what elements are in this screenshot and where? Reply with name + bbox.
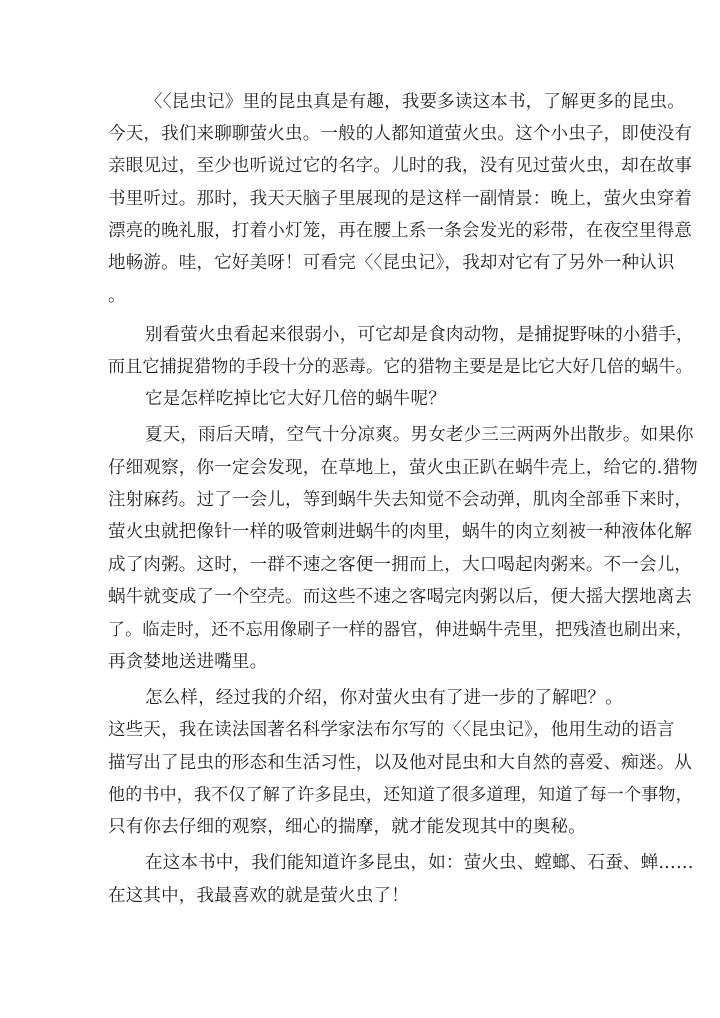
text-line-25: 在这其中，我最喜欢的就是萤火虫了！ [108,886,409,906]
text-line-8: 别看萤火虫看起来很弱小，可它却是食肉动物，是捕捉野味的小猎手， [145,325,694,345]
text-line-20: 这些天，我在读法国著名科学家法布尔写的〈〈昆虫记》，他用生动的语言 [108,720,675,740]
text-line-16: 蜗牛就变成了一个空壳。而这些不速之客喝完肉粥以后，便大摇大摆地离去 [108,587,693,607]
text-line-19: 怎么样，经过我的介绍，你对萤火虫有了进一步的了解吧？。 [145,688,623,708]
text-line-1: 〈〈昆虫记》里的昆虫真是有趣，我要多读这本书，了解更多的昆虫。 [145,92,685,112]
text-line-4: 书里听过。那时，我天天脑子里展现的是这样一副情景：晚上，萤火虫穿着 [108,189,693,209]
text-line-12: 仔细观察，你一定会发现，在草地上，萤火虫正趴在蜗牛壳上，给它的.猎物 [108,458,698,478]
text-line-7: 。 [108,286,126,306]
text-line-17: 了。临走时，还不忘用像刷子一样的器官，伸进蜗牛壳里，把残渣也刷出来， [108,620,693,640]
text-line-14: 萤火虫就把像针一样的吸管刺进蜗牛的肉里，蜗牛的肉立刻被一种液体化解 [108,522,693,542]
text-line-24: 在这本书中，我们能知道许多昆虫，如：萤火虫、螳螂、石蚕、蝉…… [145,853,694,873]
text-line-10: 它是怎样吃掉比它大好几倍的蜗牛呢？ [145,389,446,409]
text-line-3: 亲眼见过，至少也听说过它的名字。儿时的我，没有见过萤火虫，却在故事 [108,156,693,176]
text-line-21: 描写出了昆虫的形态和生活习性，以及他对昆虫和大自然的喜爱、痴迷。从 [108,753,693,773]
text-line-5: 漂亮的晚礼服，打着小灯笼，再在腰上系一条会发光的彩带，在夜空里得意 [108,221,693,241]
text-line-13: 注射麻药。过了一会儿，等到蜗牛失去知觉不会动弹，肌肉全部垂下来时， [108,490,693,510]
text-line-2: 今天，我们来聊聊萤火虫。一般的人都知道萤火虫。这个小虫子，即使没有 [108,124,693,144]
text-line-18: 再贪婪地送进嘴里。 [108,652,268,672]
text-line-23: 只有你去仔细的观察，细心的揣摩，就才能发现其中的奥秘。 [108,817,586,837]
text-line-11: 夏天，雨后天晴，空气十分凉爽。男女老少三三两两外出散步。如果你 [145,425,694,445]
text-line-15: 成了肉粥。这时，一群不速之客便一拥而上，大口喝起肉粥来。不一会儿， [108,555,693,575]
text-line-22: 他的书中，我不仅了解了许多昆虫，还知道了很多道理，知道了每一个事物， [108,785,693,805]
text-line-9: 而且它捕捉猎物的手段十分的恶毒。它的猎物主要是是比它大好几倍的蜗牛。 [108,357,693,377]
text-line-6: 地畅游。哇，它好美呀！可看完〈〈昆虫记》，我却对它有了另外一种认识 [108,253,675,273]
